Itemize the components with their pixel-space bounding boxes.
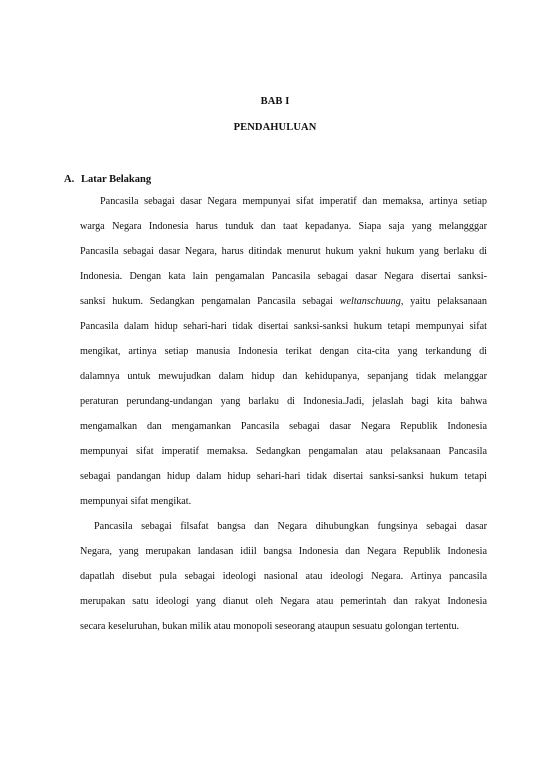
section-heading bbox=[64, 174, 151, 185]
paragraph-line: mempunyai sifat imperatif memaksa. Sedangkan pengamalan atau pelaksanaan Pancasila bbox=[80, 446, 487, 457]
paragraph-line: Pancasila sebagai filsafat bangsa dan Negara dihubungkan fungsinya sebagai dasar bbox=[94, 521, 487, 532]
paragraph-line: Pancasila dalam hidup sehari-hari tidak disertai sanksi-sanksi hukum tetapi mempunyai sifat bbox=[80, 321, 487, 332]
paragraph-line: Negara, yang merupakan landasan idiil bangsa Indonesia dan Negara Republik Indonesia bbox=[80, 546, 487, 557]
line-tail: , yaitu pelaksanaan bbox=[400, 296, 488, 307]
paragraph-line: Pancasila sebagai dasar Negara, harus ditindak menurut hukum yakni hukum yang berlaku di bbox=[80, 246, 487, 257]
chapter-title: PENDAHULUAN bbox=[233, 122, 317, 133]
paragraph-line: mempunyai sifat mengikat. bbox=[80, 496, 192, 507]
paragraph-line: warga Negara Indonesia harus tunduk dan taat kepadanya. Siapa saja yang melangggar bbox=[80, 221, 487, 232]
paragraph-line-with-italic bbox=[80, 296, 487, 308]
paragraph-line: mengamalkan dan mengamankan Pancasila sebagai dasar Negara Republik Indonesia bbox=[80, 421, 487, 432]
paragraph-line: dapatlah disebut pula sebagai ideologi nasional atau ideologi Negara. Artinya pancasila bbox=[80, 571, 487, 582]
paragraph-line: merupakan satu ideologi yang dianut oleh Negara atau pemerintah dan rakyat Indonesia bbox=[80, 596, 487, 607]
line-text: sanksi hukum. Sedangkan pengamalan Pancasila sebagai bbox=[80, 296, 333, 307]
paragraph-line: Indonesia. Dengan kata lain pengamalan Pancasila sebagai dasar Negara disertai sanksi- bbox=[80, 271, 487, 282]
chapter-number: BAB I bbox=[260, 96, 290, 107]
paragraph-line: dalamnya untuk mewujudkan dalam hidup dan kehidupanya, sepanjang tidak melanggar bbox=[80, 371, 487, 382]
section-title: Latar Belakang bbox=[81, 174, 152, 185]
section-letter: A. bbox=[64, 174, 75, 185]
paragraph-line: mengikat, artinya setiap manusia Indonesia terikat dengan cita-cita yang terkandung di bbox=[80, 346, 487, 357]
italic-term: weltanschuung bbox=[339, 296, 401, 307]
paragraph-line: secara keseluruhan, bukan milik atau monopoli seseorang ataupun sesuatu golongan tertentu. bbox=[80, 621, 460, 632]
paragraph-line: peraturan perundang-undangan yang barlaku di Indonesia.Jadi, jelaslah bagi kita bahwa bbox=[80, 396, 487, 407]
paragraph-line: Pancasila sebagai dasar Negara mempunyai sifat imperatif dan memaksa, artinya setiap bbox=[100, 196, 487, 207]
paragraph-line: sebagai pandangan hidup dalam hidup sehari-hari tidak disertai sanksi-sanksi hukum tetapi bbox=[80, 471, 487, 482]
